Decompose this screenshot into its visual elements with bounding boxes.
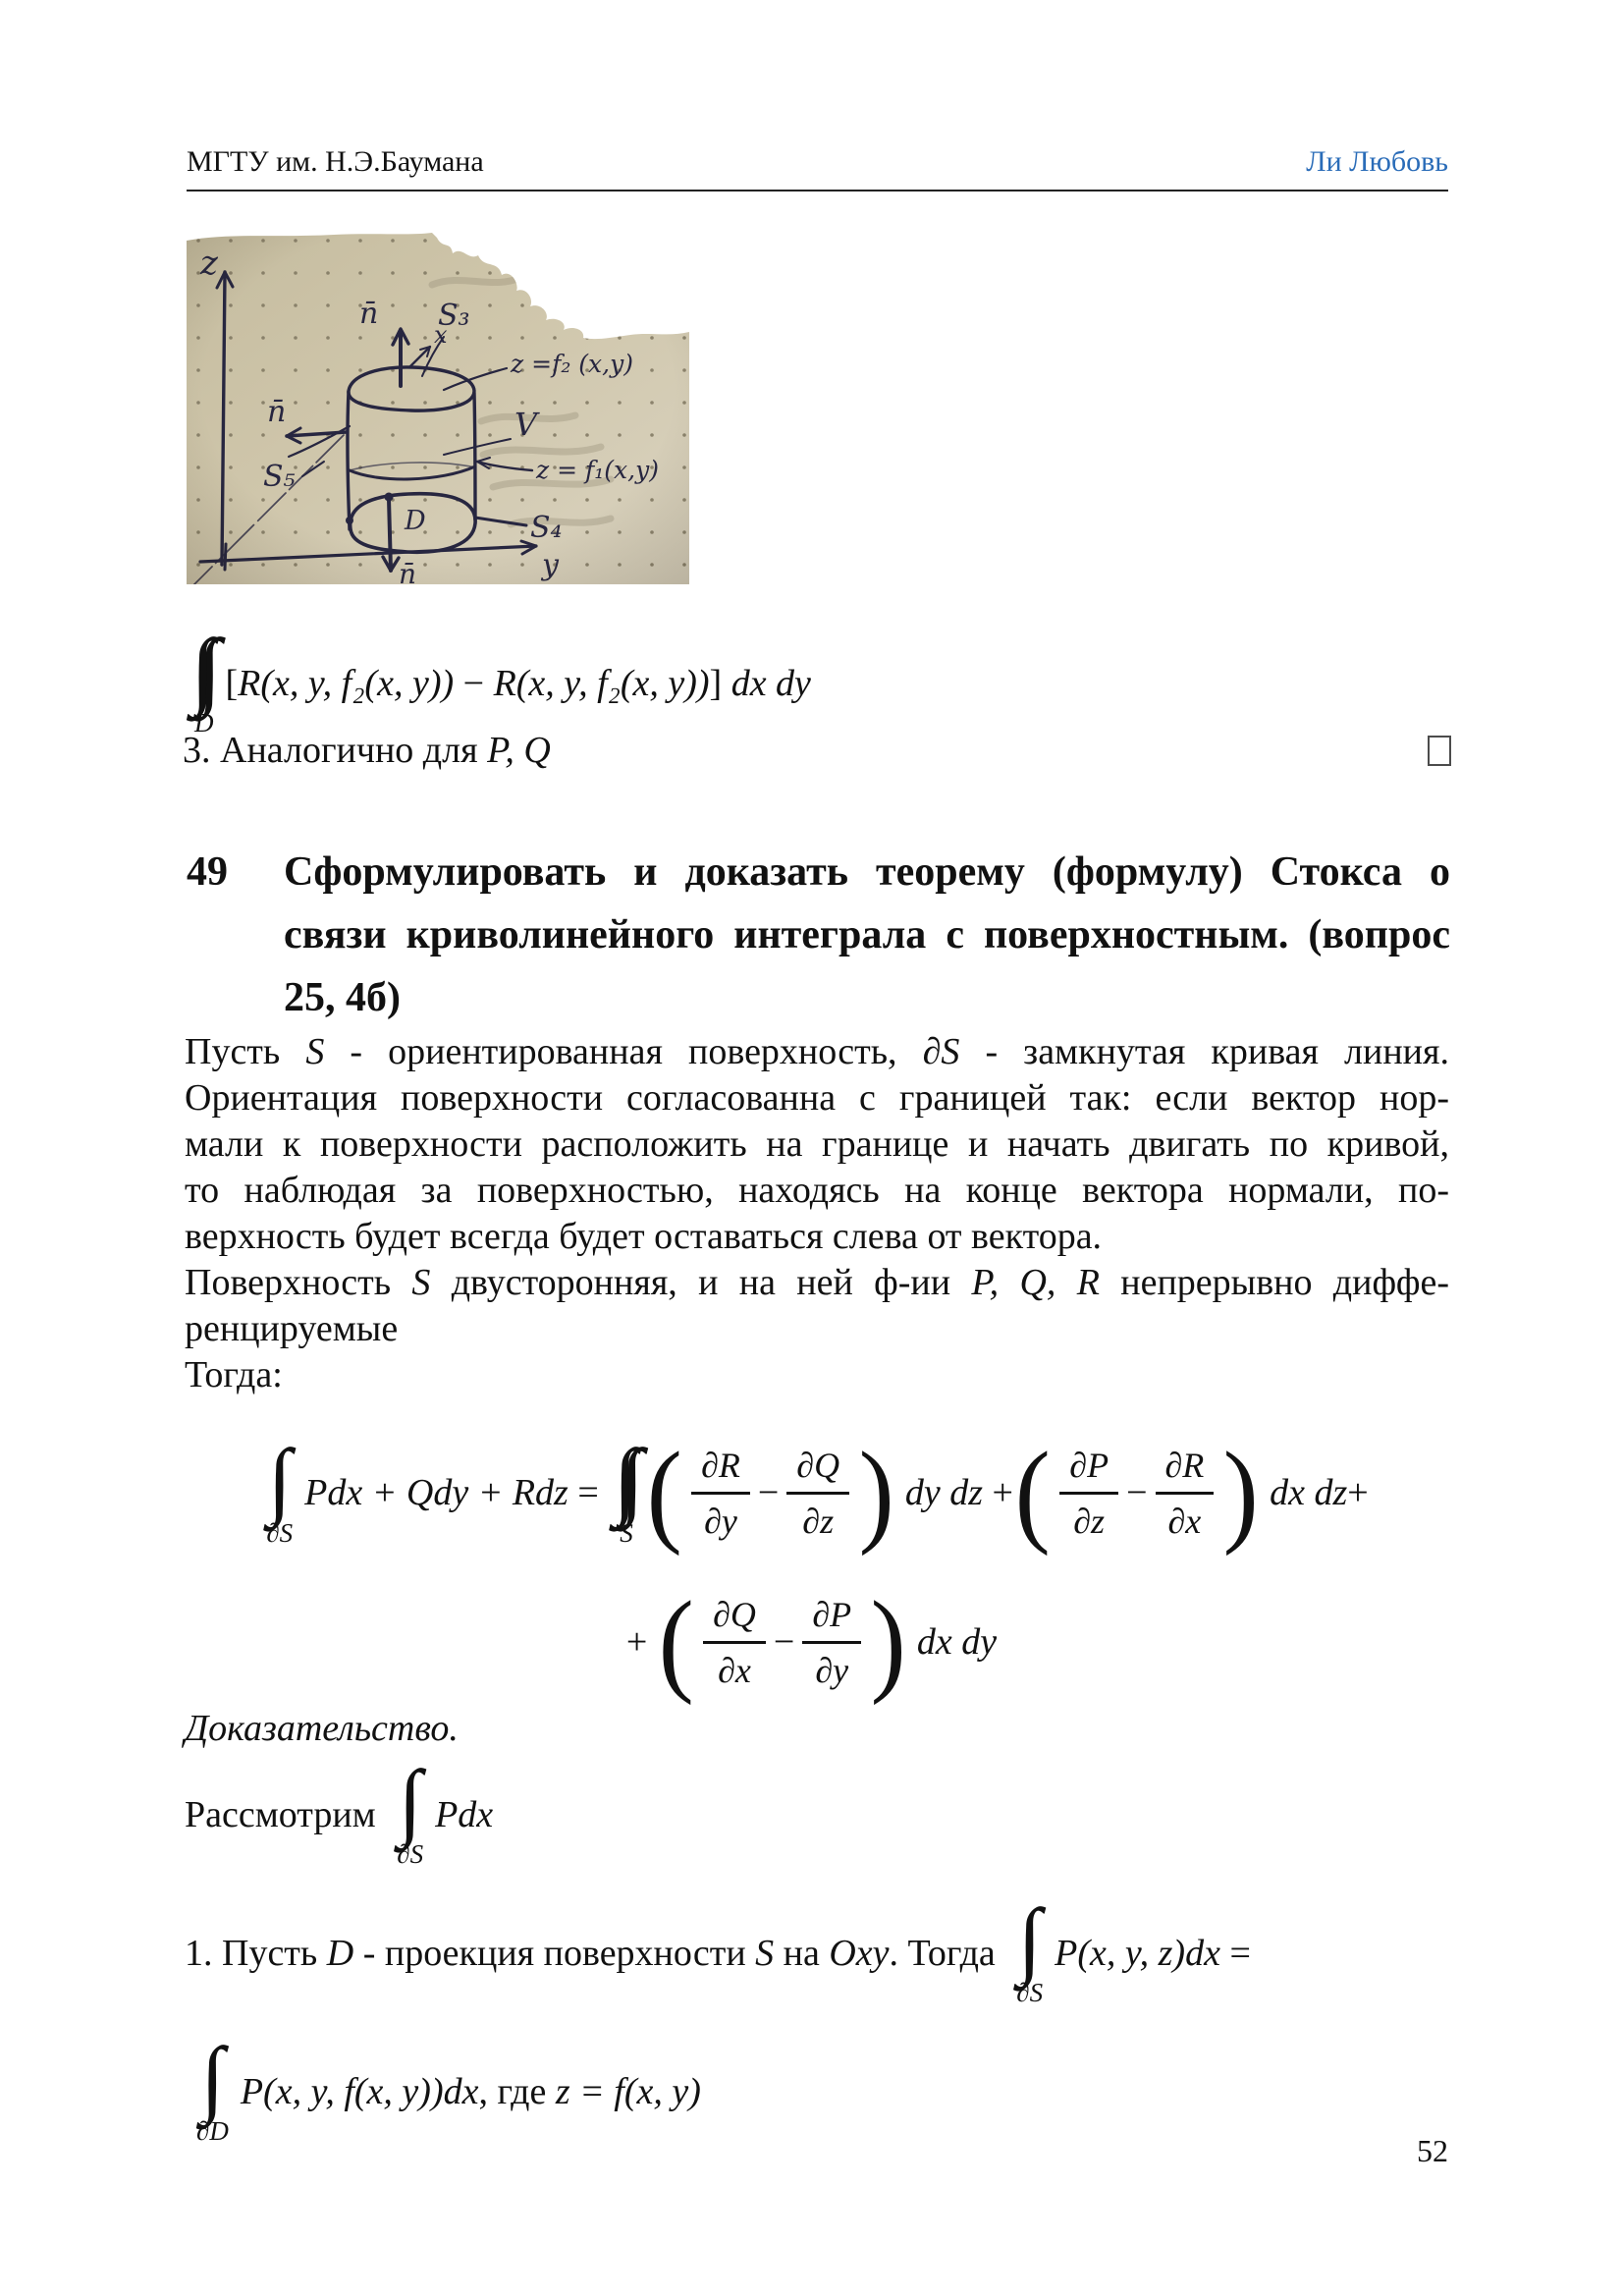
body-paragraph: Пусть S - ориентированная поверхность, ∂S - замкнутая кривая линия. Ориентация поверхности согласованна с границей так: если вектор нор- мали к поверхности расположить на границе и начать двигать по кривой, то наблюдая за поверхностью, находясь на конце вектора нормали, по- верхность будет всегда будет оставаться слева от вектора. Поверхность S двусторонняя, и на ней ф-ии P, Q, R непрерывно диффе- ренцируемые Тогда: [185,1031,1449,1395]
proof-item-1: 1. Пусть D - проекция поверхности S на Oxy . Тогда ∫ ∂S P(x, y, z)dx = [185,1892,1251,2007]
qed-box-icon [1428,736,1451,766]
section-title [284,841,1450,1029]
proof-step-3-row [183,729,1451,772]
proof-step-3-text: 3. Аналогично для P, Q [183,730,551,771]
proof-item-1-continued: ∫ ∂D P(x, y, f(x, y))dx , где z = f(x, y) [196,2031,701,2146]
figure-paper [187,229,689,584]
section-title-line-1: Сформулировать и доказать теорему (формулу) Стокса о [284,849,1450,895]
page-number: 52 [1417,2133,1448,2168]
header-author-link[interactable]: Ли Любовь [1306,145,1448,178]
formula-double-integral-R: D [ R(x, y, f₂(x, y)) − R(x, y, f₂(x, y)) ] dx dy [194,662,811,738]
proof-consider-line: Рассмотрим ∫ ∂S Pdx [185,1754,494,1869]
section-title-line-2: связи криволинейного интеграла с поверхностным. (вопрос [284,912,1450,957]
section-heading [187,841,1450,1029]
proof-heading: Доказательство. [185,1708,459,1749]
hand-drawn-figure [187,229,689,584]
stokes-formula-line-2: + ( $\frac{\partial Q}{\partial x}$ − $\frac{\partial P}{\partial y}$ ) dx dy [625,1576,998,1706]
section-title-line-3: 25, 4б) [284,975,401,1020]
header-rule [187,190,1448,191]
stokes-formula-line-1: ∫ ∂S Pdx + Qdy + Rdz = S ( $\frac{\partial R}{\partial y}$ − $\frac{\partial Q}{\partial z}$ ) dy dz + ( $\frac{\partial P}{\partial z}$ − $\frac{\partial R}{\partial x}$ ) dx dz + [266,1427,1369,1557]
section-number: 49 [187,849,228,895]
header-institution: МГТУ им. Н.Э.Баумана [187,145,484,178]
